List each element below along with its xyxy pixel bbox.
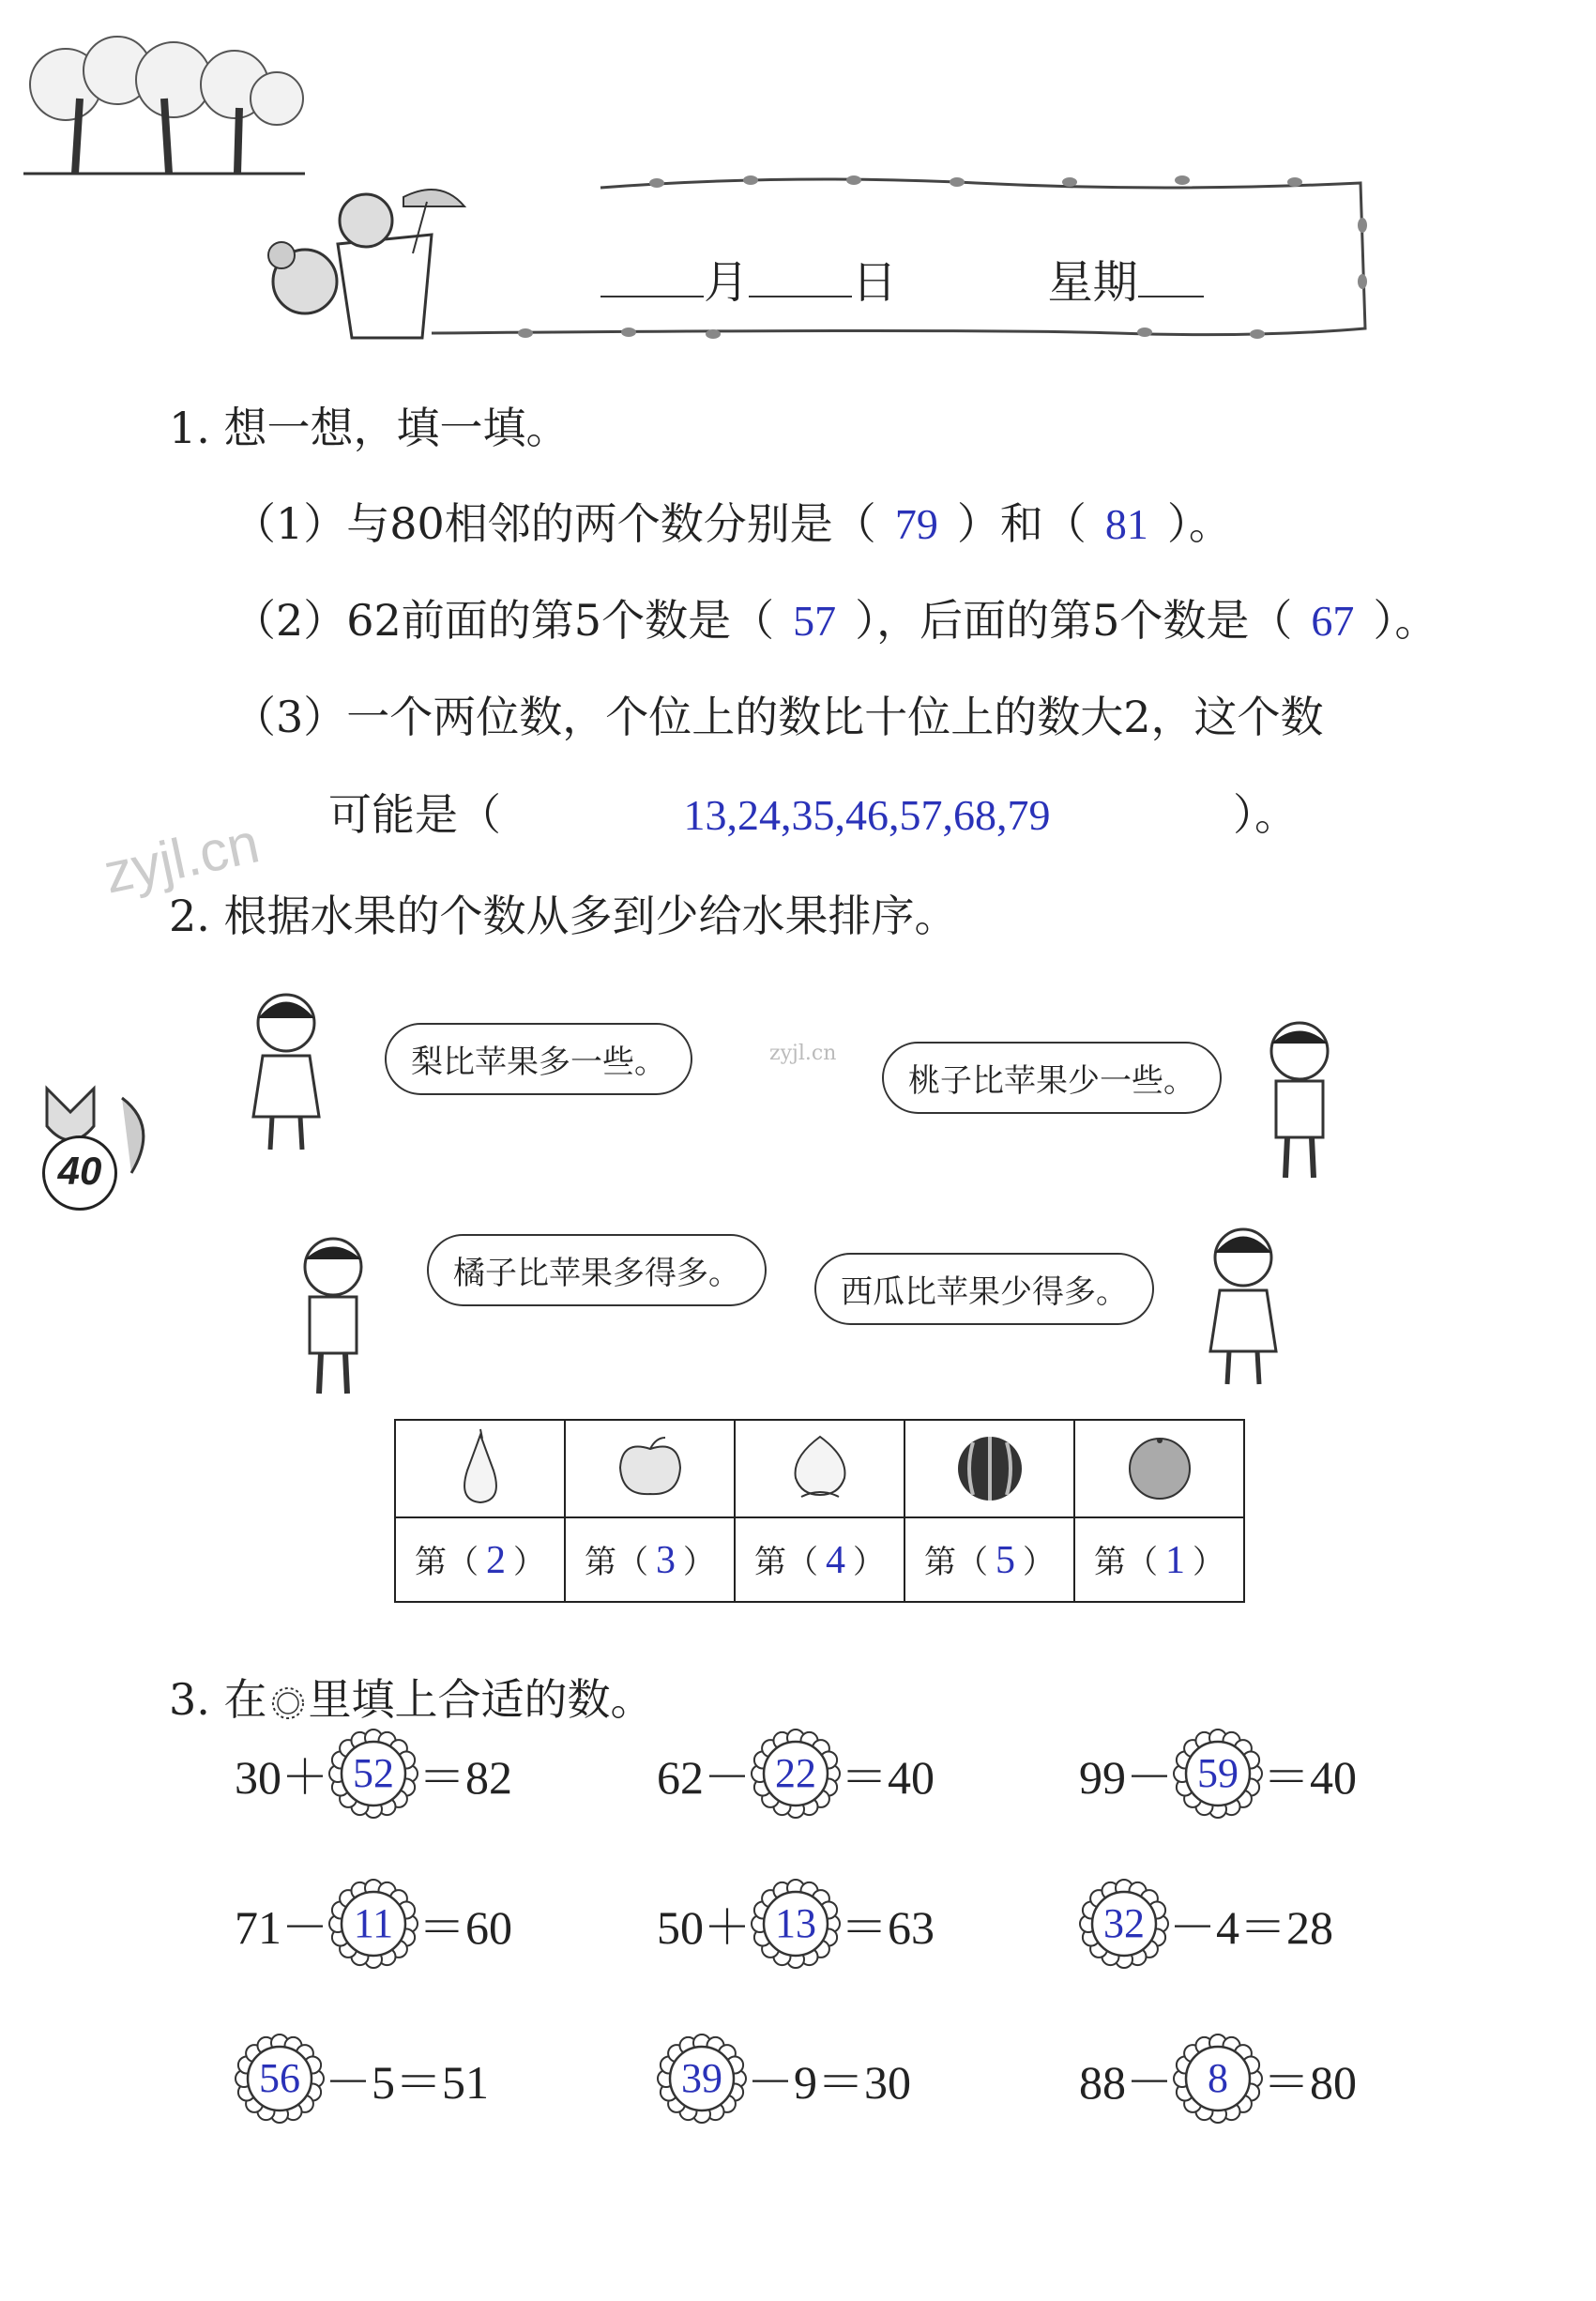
speech-bubble-watermelon: 西瓜比苹果少得多。 (814, 1253, 1154, 1325)
equation-8 (657, 2034, 911, 2124)
trees-illustration (23, 33, 305, 183)
rank-suffix: ） (683, 1544, 715, 1581)
equation-right: －4＝28 (1169, 1901, 1333, 1954)
boy-1-illustration (1248, 1013, 1351, 1182)
equation-right: ＝63 (841, 1901, 935, 1954)
flower-answer-box[interactable] (235, 2034, 325, 2124)
equation-right: ＝60 (418, 1901, 512, 1954)
q1-2-answer-2[interactable]: 67 (1311, 597, 1355, 645)
flower-answer-box[interactable] (328, 1729, 418, 1819)
q1-3-answer[interactable]: 13,24,35,46,57,68,79 (683, 791, 1051, 839)
rank-cell-apple (565, 1517, 735, 1602)
flower-answer-box[interactable] (1173, 2034, 1263, 2124)
rank-prefix: 第（ (924, 1544, 988, 1581)
flower-answer-box[interactable] (751, 1729, 841, 1819)
watermelon-icon (952, 1429, 1027, 1504)
rank-suffix: ） (513, 1544, 545, 1581)
flower-circle-icon (267, 1683, 309, 1724)
rank-prefix: 第（ (754, 1544, 818, 1581)
peach-icon (783, 1429, 858, 1504)
equation-answer: 11 (353, 1900, 394, 1946)
day-blank[interactable] (749, 286, 852, 297)
q1-1-text-post: ）。 (1166, 498, 1232, 549)
equation-answer: 56 (259, 2055, 300, 2101)
q1-3-text-pre: 可能是（ (328, 789, 501, 840)
q1-3-text-post: ）。 (1233, 789, 1298, 840)
watermark: zyjl.cn (98, 811, 265, 906)
equation-answer: 52 (353, 1750, 394, 1796)
equation-answer: 13 (775, 1900, 816, 1946)
equation-1 (235, 1729, 512, 1819)
question-2-title: 2. 根据水果的个数从多到少给水果排序。 (169, 891, 958, 941)
equation-right: ＝82 (418, 1751, 512, 1804)
rank-answer-watermelon[interactable]: 5 (996, 1539, 1015, 1582)
fruit-rank-table (394, 1419, 1245, 1603)
equation-left: 62－ (657, 1751, 751, 1804)
watermark-small: zyjl.cn (769, 1042, 837, 1065)
question-1-part-2 (233, 587, 1437, 648)
equation-3 (1079, 1729, 1357, 1819)
month-blank[interactable] (600, 286, 704, 297)
date-line (600, 246, 1204, 311)
flower-answer-box[interactable] (1173, 1729, 1263, 1819)
speech-bubble-peach: 桃子比苹果少一些。 (882, 1042, 1222, 1114)
equation-4 (235, 1879, 512, 1969)
rank-cell-watermelon (904, 1517, 1074, 1602)
rank-cell-pear (395, 1517, 565, 1602)
equation-answer: 59 (1197, 1750, 1239, 1796)
fruit-cell-pear (395, 1420, 565, 1517)
q3-title-post: 里填上合适的数。 (308, 1674, 654, 1725)
equation-left: 50＋ (657, 1901, 751, 1954)
equation-6 (1079, 1879, 1333, 1969)
orange-icon (1122, 1429, 1197, 1504)
q1-1-text-mid: ）和（ (956, 498, 1087, 549)
boy-2-illustration (281, 1229, 385, 1398)
fruit-cell-apple (565, 1420, 735, 1517)
q1-1-text-pre: （1）与80相邻的两个数分别是（ (233, 498, 876, 549)
equation-2 (657, 1729, 935, 1819)
equation-7 (235, 2034, 489, 2124)
q1-1-answer-1[interactable]: 79 (894, 500, 938, 548)
equation-answer: 32 (1103, 1900, 1145, 1946)
weekday-label: 星期 (1047, 256, 1138, 309)
pear-icon (452, 1427, 509, 1506)
fruit-cell-watermelon (904, 1420, 1074, 1517)
rank-answer-peach[interactable]: 4 (826, 1539, 845, 1582)
flower-answer-box[interactable] (657, 2034, 747, 2124)
rank-cell-peach (735, 1517, 904, 1602)
q1-2-text-pre: （2）62前面的第5个数是（ (233, 595, 775, 646)
page-number: 40 (42, 1135, 117, 1211)
q3-title-pre: 3. 在 (169, 1674, 267, 1725)
equation-5 (657, 1879, 935, 1969)
girl-2-illustration (1192, 1220, 1295, 1389)
equation-right: －9＝30 (747, 2056, 911, 2109)
flower-answer-box[interactable] (1079, 1879, 1169, 1969)
speech-bubble-orange: 橘子比苹果多得多。 (427, 1234, 767, 1306)
equation-right: ＝80 (1263, 2056, 1357, 2109)
equation-left: 99－ (1079, 1751, 1173, 1804)
month-label: 月 (704, 256, 750, 309)
equation-right: ＝40 (841, 1751, 935, 1804)
rank-prefix: 第（ (415, 1544, 479, 1581)
weekday-blank[interactable] (1138, 286, 1204, 297)
q1-2-answer-1[interactable]: 57 (793, 597, 837, 645)
rank-prefix: 第（ (1094, 1544, 1158, 1581)
rank-suffix: ） (1193, 1544, 1224, 1581)
flower-answer-box[interactable] (751, 1879, 841, 1969)
equation-left: 71－ (235, 1901, 328, 1954)
rank-answer-pear[interactable]: 2 (486, 1539, 506, 1582)
question-3-title (169, 1666, 654, 1728)
equation-9 (1079, 2034, 1357, 2124)
question-1-part-3-answer-line (328, 781, 1298, 843)
question-1-title: 1. 想一想，填一填。 (169, 403, 570, 453)
question-1-part-3: （3）一个两位数，个位上的数比十位上的数大2，这个数 (233, 692, 1324, 742)
rank-cell-orange (1074, 1517, 1244, 1602)
girl-1-illustration (235, 985, 338, 1154)
equation-answer: 8 (1208, 2055, 1228, 2101)
apple-icon (613, 1434, 688, 1500)
day-label: 日 (852, 256, 898, 309)
equation-right: －5＝51 (325, 2056, 489, 2109)
q1-1-answer-2[interactable]: 81 (1104, 500, 1148, 548)
equation-right: ＝40 (1263, 1751, 1357, 1804)
speech-bubble-pear: 梨比苹果多一些。 (385, 1023, 692, 1095)
rank-suffix: ） (1023, 1544, 1055, 1581)
question-1-part-1 (233, 490, 1232, 552)
fruit-cell-orange (1074, 1420, 1244, 1517)
flower-answer-box[interactable] (328, 1879, 418, 1969)
fruit-cell-peach (735, 1420, 904, 1517)
equation-answer: 39 (681, 2055, 722, 2101)
rank-prefix: 第（ (585, 1544, 648, 1581)
q1-2-text-post: ）。 (1373, 595, 1438, 646)
q1-2-text-mid: ），后面的第5个数是（ (855, 595, 1293, 646)
equation-left: 30＋ (235, 1751, 328, 1804)
equation-answer: 22 (775, 1750, 816, 1796)
rank-answer-apple[interactable]: 3 (656, 1539, 676, 1582)
rank-answer-orange[interactable]: 1 (1165, 1539, 1185, 1582)
rank-suffix: ） (853, 1544, 885, 1581)
equation-left: 88－ (1079, 2056, 1173, 2109)
